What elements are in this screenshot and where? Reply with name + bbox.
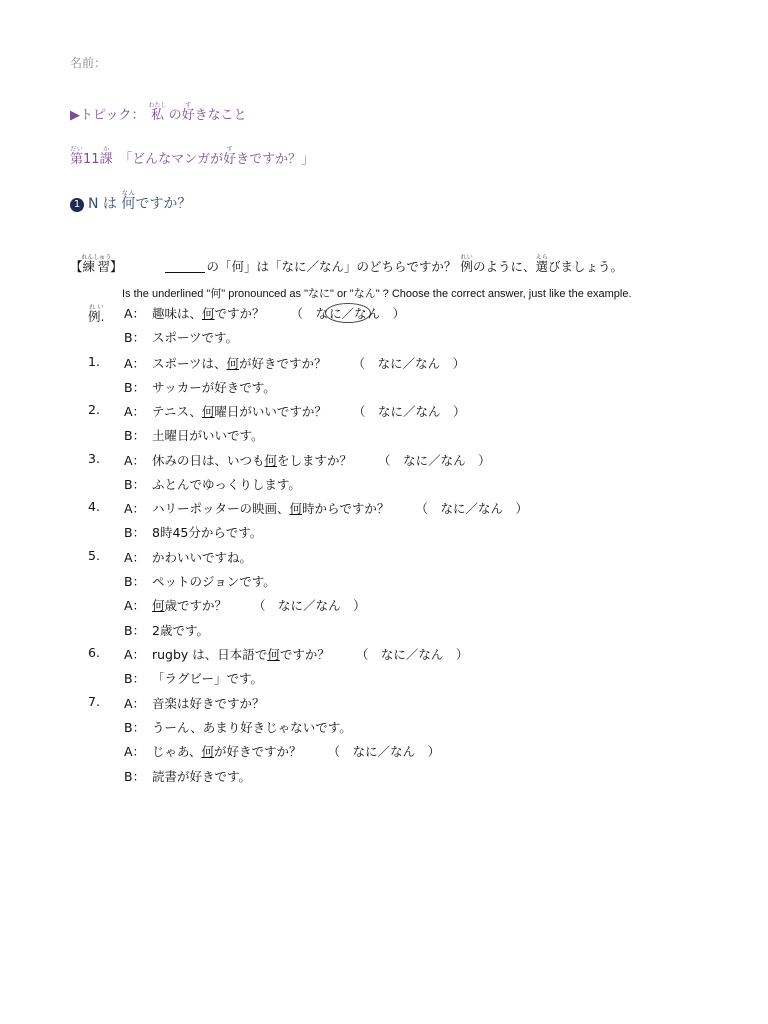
speaker-label: A： [124,550,146,565]
dialogue-text: ハリーポッターの映画、何時からですか？ （ なに／なん ） [152,501,528,516]
exercise-row [0,645,768,665]
section-text-b: ですか？ [135,196,192,212]
section-text-a: N は [88,196,117,212]
blank-underline [165,260,205,273]
option-nan[interactable]: なん [315,598,341,613]
dialogue-text: テニス、何曜日がいいですか？ （ なに／なん ） [152,404,466,419]
exercise-row [0,523,768,543]
exercise-row [0,572,768,592]
choice-nani-nan[interactable]: （ なに／なん ） [355,647,469,662]
underlined-nani: 何 [226,356,240,371]
practice-text-b: のように、 [472,259,536,274]
exercise-row [0,669,768,689]
item-number: 例.れい [88,304,105,324]
exercise-row [0,718,768,738]
topic-mid: の [168,108,182,123]
dialogue-text: 何歳ですか？ （ なに／なん ） [152,598,366,613]
practice-instruction: 【練習れんしゅう】 の「何」は「なに／なん」のどちらですか？ 例れいのように、選えらびましょう。 [70,254,623,274]
choice-nani-nan[interactable]: （ なに／なん ） [291,304,406,322]
speaker-label: A： [124,356,146,371]
underlined-nani: 何 [289,501,303,516]
option-nani[interactable]: なに [403,453,429,468]
section-heading [70,190,191,213]
underlined-nani: 何 [264,453,278,468]
option-nani[interactable]: なに [440,501,466,516]
lesson-kanji-suki: 好す [223,146,237,167]
topic-suffix: きなこと [194,108,247,123]
speaker-label: A： [124,696,146,711]
option-nani[interactable]: なに [377,356,403,371]
speaker-label: A： [124,598,146,613]
section-kanji: 何なん [121,190,136,212]
option-nan[interactable]: なん [415,356,441,371]
option-nan[interactable]: なん [440,453,466,468]
choice-nani-nan[interactable]: （ なに／なん ） [327,744,441,759]
underlined-nani: 何 [267,647,280,662]
choice-nani-nan[interactable]: （ なに／なん ） [378,453,491,468]
item-number: 6. [88,645,100,660]
dialogue-text: 「ラグビー」です。 [152,671,264,686]
dialogue-text: かわいいですね。 [152,550,253,565]
exercise-row [0,426,768,446]
practice-kanji: 練習れんしゅう [81,254,112,274]
practice-text-c: びましょう。 [547,259,623,274]
lesson-heading [70,146,314,167]
option-nan[interactable]: なん [390,744,416,759]
exercise-row [0,621,768,641]
practice-text-a: の「何」は「なに／なん」のどちらですか？ [206,259,457,274]
speaker-label: B： [124,525,146,540]
option-nan[interactable]: なん [415,404,441,419]
exercise-row [0,475,768,495]
exercise-row [0,548,768,568]
practice-kanji-erabu: 選えら [535,254,548,274]
speaker-label: A： [124,501,146,516]
item-number: 3. [88,451,100,466]
underlined-nani: 何 [201,744,215,759]
item-number: 7. [88,694,100,709]
choice-nani-nan[interactable]: （ なに／なん ） [352,356,466,371]
exercise-row [0,451,768,471]
dialogue-text: ペットのジョンです。 [152,574,276,589]
dialogue-text: スポーツです。 [152,330,239,345]
exercise-row [0,328,768,348]
dialogue-text: 8時45分からです。 [152,525,263,540]
exercise-row [0,596,768,616]
speaker-label: A： [124,453,146,468]
exercise-row [0,304,768,324]
dialogue-text: 音楽は好きですか？ [152,696,265,711]
dialogue-text: サッカーが好きです。 [152,380,276,395]
dialogue-text: 読書が好きです。 [152,769,252,784]
lesson-kanji-ka: 課か [99,146,113,167]
dialogue-text: 土曜日がいいです。 [152,428,264,443]
item-number: 4. [88,499,100,514]
dialogue-text: ふとんでゆっくりします。 [152,477,301,492]
item-number: 5. [88,548,100,563]
speaker-label: B： [124,428,146,443]
lesson-title-a: 「どんなマンガが [125,152,224,167]
dialogue-text: 2歳です。 [152,623,209,638]
option-nani[interactable]: な [315,306,329,321]
topic-heading [70,102,247,123]
option-nan[interactable]: なん [477,501,503,516]
underlined-nani: 何 [152,598,165,613]
topic-kanji2: 好す [181,102,195,123]
item-number: 1. [88,354,100,369]
option-nan[interactable]: ん [367,306,381,321]
speaker-label: A： [124,647,146,662]
exercise-row [0,499,768,519]
lesson-number: 11 [83,152,100,167]
name-label: 名前： [70,56,107,70]
topic-prefix: ▶トピック： [70,108,138,123]
dialogue-text: うーん、あまり好きじゃないです。 [152,720,352,735]
dialogue-text: スポーツは、何が好きですか？ （ なに／なん ） [152,356,466,371]
speaker-label: B： [124,574,146,589]
lesson-title-b: きですか？」 [236,152,315,167]
option-nani[interactable]: なに [278,598,304,613]
speaker-label: B： [124,477,146,492]
dialogue-text: じゃあ、何が好きですか？ （ なに／なん ） [152,744,441,759]
dialogue-text: 休みの日は、いつも何をしますか？ （ なに／なん ） [152,453,491,468]
choice-nani-nan[interactable]: （ なに／なん ） [415,501,528,516]
choice-nani-nan[interactable]: （ なに／なん ） [352,404,466,419]
dialogue-text: rugby は、日本語で何ですか？ （ なに／なん ） [152,647,469,662]
exercise-row [0,378,768,398]
speaker-label: B： [124,330,146,345]
speaker-label: A： [124,306,146,321]
exercise-row [0,402,768,422]
speaker-label: B： [124,380,146,395]
exercise-row [0,742,768,762]
exercise-row [0,694,768,714]
example-circled-answer: に／な [325,303,371,323]
section-number-badge: 1 [70,198,84,212]
lesson-kanji-dai: 第だい [70,146,84,167]
option-nani[interactable]: なに [352,744,378,759]
topic-kanji: 私わたし [148,102,167,123]
speaker-label: B： [124,720,146,735]
english-instruction: Is the underlined "何" pronounced as "なに" or "なん" ? Choose the correct answer, just like the example. [122,288,632,300]
item-number: 2. [88,402,100,417]
speaker-label: B： [124,623,146,638]
speaker-label: B： [124,671,146,686]
speaker-label: B： [124,769,146,784]
exercise-row [0,354,768,374]
option-nani[interactable]: なに [380,647,406,662]
practice-kanji-rei: 例れい [460,254,473,274]
speaker-label: A： [124,404,146,419]
option-nani[interactable]: なに [377,404,403,419]
underlined-nani: 何 [201,404,215,419]
exercise-row [0,767,768,787]
underlined-nani: 何 [202,306,215,321]
speaker-label: A： [124,744,146,759]
choice-nani-nan[interactable]: （ なに／なん ） [253,598,366,613]
option-nan[interactable]: なん [418,647,444,662]
dialogue-text: 趣味は、何ですか？ （ なに／なん ） [152,304,405,322]
